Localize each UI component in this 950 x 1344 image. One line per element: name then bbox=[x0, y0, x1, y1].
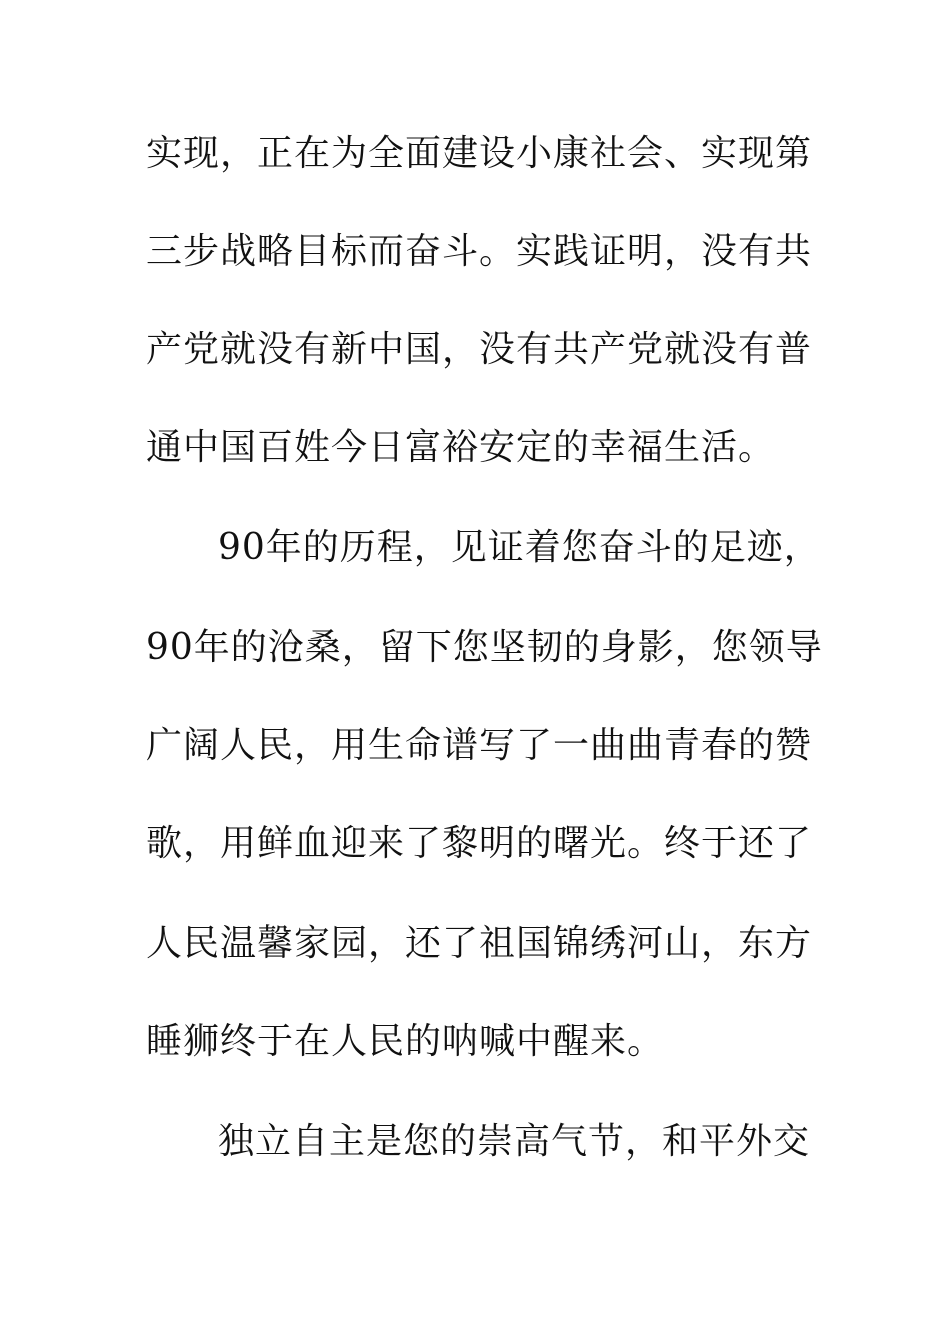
text-line: 通中国百姓今日富裕安定的幸福生活。 bbox=[146, 427, 776, 468]
text-line: 产党就没有新中国，没有共产党就没有普 bbox=[146, 329, 813, 370]
text-line: 人民温馨家园，还了祖国锦绣河山，东方 bbox=[146, 923, 813, 964]
paragraph-start-line: 独立自主是您的崇高气节，和平外交 bbox=[218, 1121, 811, 1162]
text-line: 90年的沧桑，留下您坚韧的身影，您领导 bbox=[146, 627, 823, 668]
text-line: 歌，用鲜血迎来了黎明的曙光。终于还了 bbox=[146, 823, 813, 864]
text-line: 实现，正在为全面建设小康社会、实现第 bbox=[146, 133, 813, 174]
paragraph-start-line: 90年的历程，见证着您奋斗的足迹， bbox=[218, 527, 821, 568]
text-line: 广阔人民，用生命谱写了一曲曲青春的赞 bbox=[146, 725, 813, 766]
text-line: 睡狮终于在人民的呐喊中醒来。 bbox=[146, 1021, 665, 1062]
text-line: 三步战略目标而奋斗。实践证明，没有共 bbox=[146, 231, 813, 272]
